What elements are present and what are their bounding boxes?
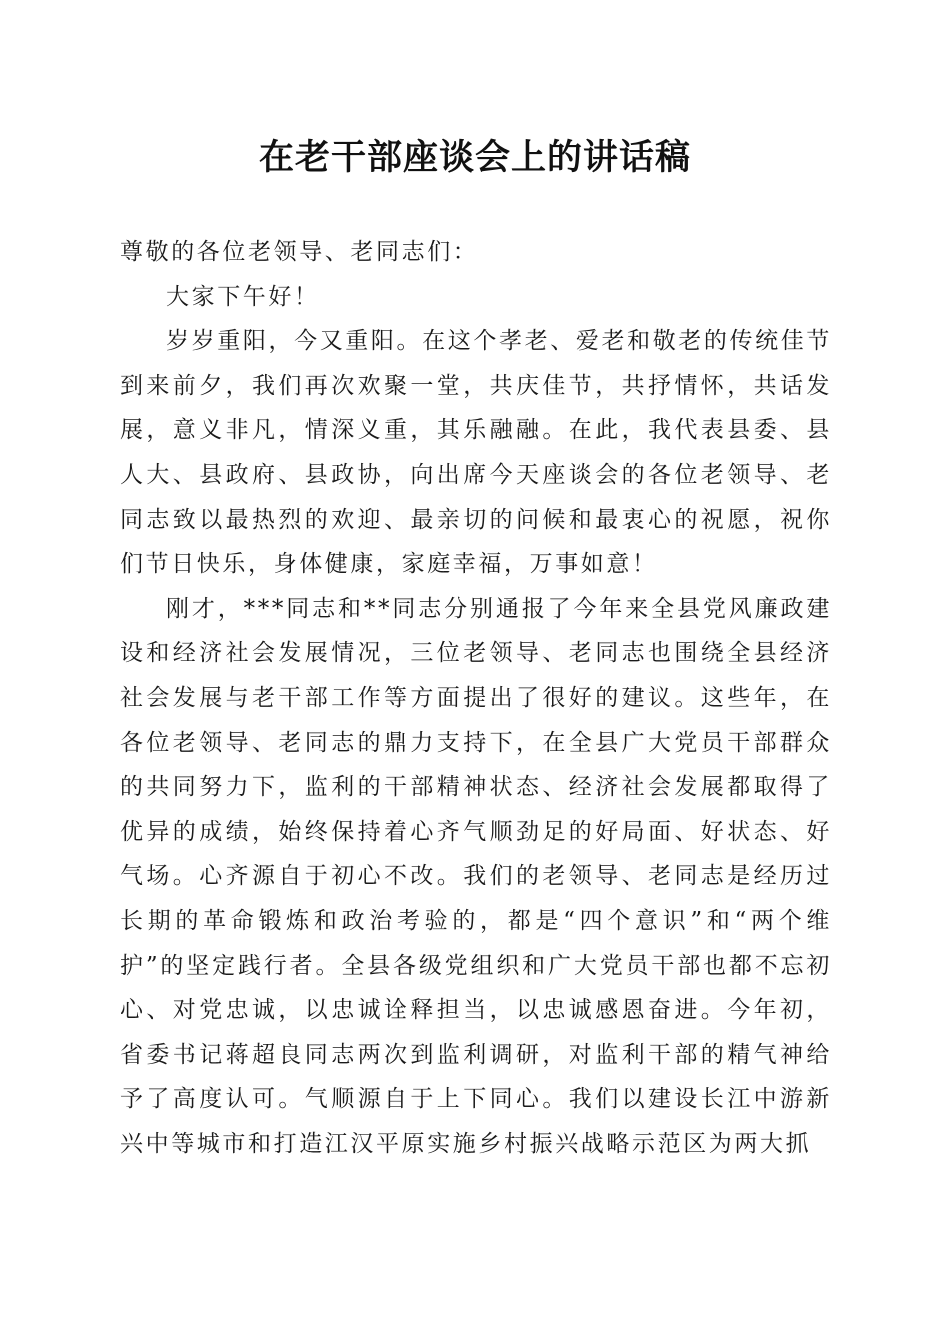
- document-body: [120, 230, 832, 1166]
- page-title: 在老干部座谈会上的讲话稿: [258, 137, 691, 178]
- greeting: 大家下午好！: [166, 283, 320, 310]
- paragraph: 刚才，***同志和**同志分别通报了今年来全县党风廉政建设和经济社会发展情况，三位老领导、老同志也围绕全县经济社会发展与老干部工作等方面提出了很好的建议。这些年，在各位老领导、老同志的鼎力支持下，在全县广大党员干部群众的共同努力下，监利的干部精神状态、经济社会发展都取得了优异的成绩，始终保持着心齐气顺劲足的好局面、好状态、好气场。心齐源自于初心不改。我们的老领导、老同志是经历过长期的革命锻炼和政治考验的，都是“四个意识”和“两个维护”的坚定践行者。全县各级党组织和广大党员干部也都不忘初心、对党忠诚，以忠诚诠释担当，以忠诚感恩奋进。今年初，省委书记蒋超良同志两次到监利调研，对监利干部的精气神给予了高度认可。气顺源自于上下同心。我们以建设长江中游新兴中等城市和打造江汉平原实施乡村振兴战略示范区为两大抓: [120, 595, 832, 1157]
- salutation: 尊敬的各位老领导、老同志们：: [120, 239, 479, 265]
- paragraph: 岁岁重阳，今又重阳。在这个孝老、爱老和敬老的传统佳节到来前夕，我们再次欢聚一堂，共庆佳节，共抒情怀，共话发展，意义非凡，情深义重，其乐融融。在此，我代表县委、县人大、县政府、县政协，向出席今天座谈会的各位老领导、老同志致以最热烈的欢迎、最亲切的问候和最衷心的祝愿，祝你们节日快乐，身体健康，家庭幸福，万事如意！: [120, 328, 832, 578]
